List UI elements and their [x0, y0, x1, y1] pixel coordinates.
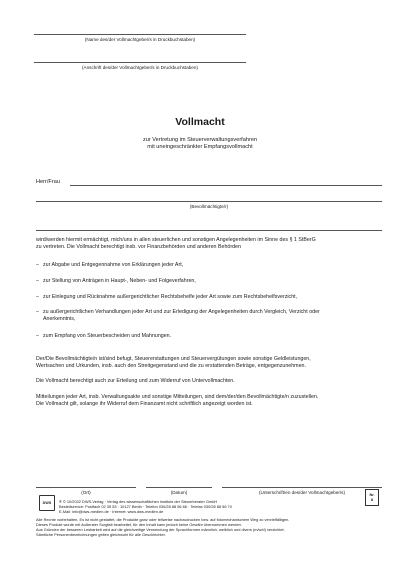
form-number-label: Nr. — [369, 493, 375, 497]
list-item-text: zum Empfang von Steuerbescheiden und Mahnungen. — [43, 333, 172, 339]
bullet-marker: – — [36, 309, 39, 315]
attorney-caption: (Bevollmächtigte/r) — [189, 204, 229, 209]
paragraph-3-line-1: Mitteilungen jeder Art, insb. Verwaltungsakte und sonstige Mitteilungen, sind dem/der/den Bevollmächtigte/n zuzustellen. — [36, 394, 319, 400]
intro-line-2: zu vertreten. Die Vollmacht berechtigt insb. vor Finanzbehörden und anderen Behörden — [36, 244, 241, 250]
place-line[interactable] — [36, 487, 136, 488]
list-item-text: zur Stellung von Anträgen in Haupt-, Neben- und Folgeverfahren, — [43, 278, 196, 284]
subtitle-line-1: zur Vertretung im Steuerverwaltungsverfahren — [142, 137, 258, 143]
name-line[interactable] — [34, 34, 246, 35]
attorney-line-1[interactable] — [70, 185, 382, 186]
footer-copyright: ® © 10/2022 DWS-Verlag · Verlag des wissenschaftlichen Instituts der Steuerberater GmbH — [59, 499, 218, 504]
intro-line-1: wird/werden hiermit ermächtigt, mich/uns in allen steuerlichen und sonstigen Angelegenheiten im Sinne des § 1 StBerG — [36, 237, 316, 243]
subtitle-line-2: mit uneingeschränkter Empfangsvollmacht — [147, 144, 253, 150]
date-caption: (Datum) — [170, 490, 188, 495]
bullet-marker: – — [36, 333, 39, 339]
signature-caption: (Unterschrift/en des/der Vollmachtgeber/s) — [258, 490, 346, 495]
footer-disclaimer-3: Aus Gründen der besseren Lesbarkeit wird auf die gleichzeitige Verwendung der Sprachformen männlich, weiblich und divers (m/w/d) verzichtet. — [36, 527, 285, 532]
publisher-logo — [39, 495, 55, 511]
address-caption: (Anschrift des/der Vollmachtgeber/s in Druckbuchstaben) — [82, 65, 198, 70]
bullet-marker: – — [36, 294, 39, 300]
paragraph-1-line-2: Wertsachen und Urkunden, insb. auch den Streitgegenstand und die zu erstattenden Beträge, entgegenzunehmen. — [36, 363, 306, 369]
list-item-text: zu außergerichtlichen Verhandlungen jeder Art und zur Erledigung der Angelegenheiten durch Vergleich, Verzicht oder — [43, 309, 320, 315]
page-title: Vollmacht — [175, 116, 225, 128]
address-line[interactable] — [34, 62, 246, 63]
paragraph-1-line-1: Der/Die Bevollmächtigte/n ist/sind befugt, Steuererstattungen und Steuervergütungen sowie sonstige Geldleistungen, — [36, 356, 311, 362]
footer-contact: E-Mail: info@dws-medien.de · Internet: www.dws-medien.de — [59, 509, 164, 514]
footer-disclaimer-2: Dieses Produkt wurde mit äußerster Sorgfalt bearbeitet, für den Inhalt kann jedoch keine Gewähr übernommen werden. — [36, 522, 242, 527]
list-item-text: zur Einlegung und Rücknahme außergerichtlicher Rechtsbehelfe jeder Art sowie zum Rechtsbehelfsverzicht, — [43, 294, 298, 300]
form-number-box — [365, 489, 379, 506]
footer-disclaimer-1: Alle Rechte vorbehalten. Es ist nicht gestattet, die Produkte ganz oder teilweise nachzudrucken bzw. auf fotomechanischem Weg zu vervielfältigen. — [36, 517, 290, 522]
list-item-text: Anerkenntnis, — [43, 316, 76, 322]
logo-text: DWS — [42, 501, 52, 505]
paragraph-3-line-2: Die Vollmacht gilt, solange ihr Widerruf dem Finanzamt nicht schriftlich angezeigt worden ist. — [36, 401, 253, 407]
name-caption: (Name des/der Vollmachtgeber/s in Druckbuchstaben) — [84, 37, 196, 42]
form-number-value: 8 — [370, 498, 374, 502]
bullet-marker: – — [36, 262, 39, 268]
paragraph-2: Die Vollmacht berechtigt auch zur Erteilung und zum Widerruf von Untervollmachten. — [36, 378, 235, 384]
footer-disclaimer-4: Sämtliche Personenbezeichnungen gelten gleichwohl für alle Geschlechter. — [36, 532, 166, 537]
attorney-line-2[interactable] — [36, 201, 382, 202]
attorney-line-3[interactable] — [36, 230, 382, 231]
footer-address: Bestellservice: Postfach 02 35 53 · 10127 Berlin · Telefon 030/28 88 56 66 · Telefax 030/28 88 56 70 — [59, 504, 232, 509]
bullet-marker: – — [36, 278, 39, 284]
list-item-text: zur Abgabe und Entgegennahme von Erklärungen jeder Art, — [43, 262, 184, 268]
date-line[interactable] — [146, 487, 212, 488]
place-caption: (Ort) — [81, 490, 91, 495]
salutation-label: Herr/Frau — [36, 179, 60, 185]
signature-line[interactable] — [222, 487, 382, 488]
